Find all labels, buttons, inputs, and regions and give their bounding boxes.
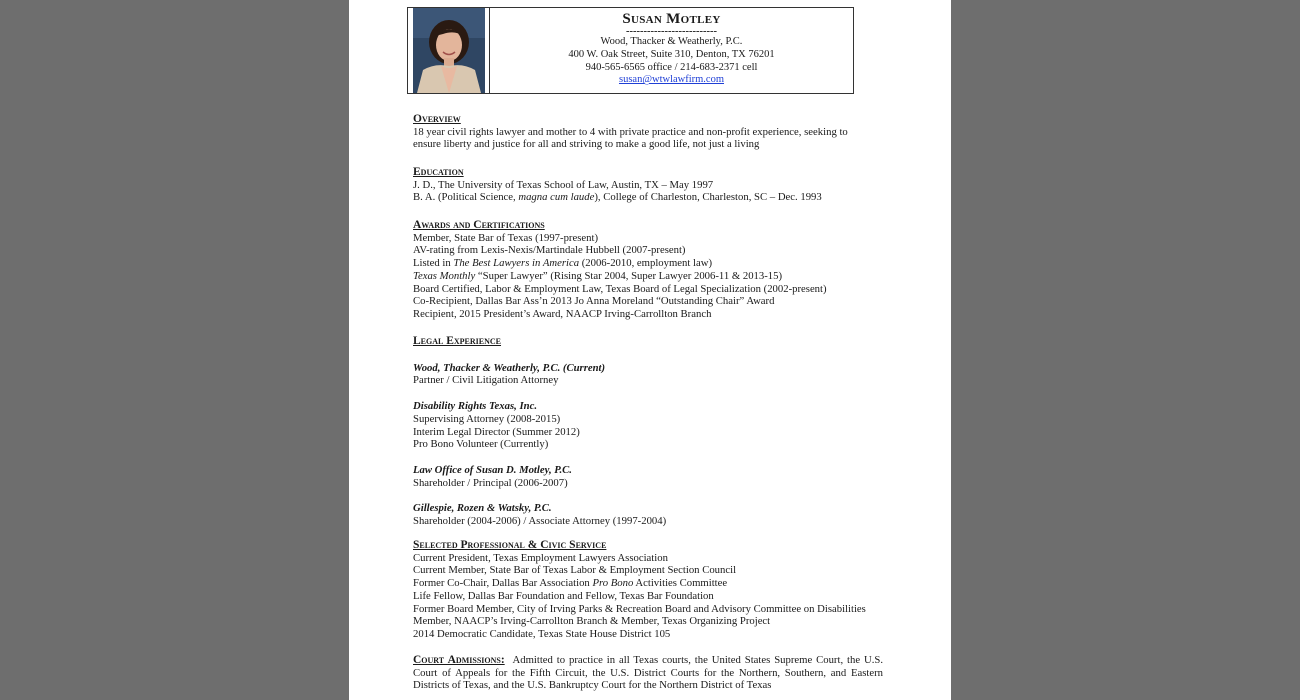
legal-heading: Legal Experience xyxy=(413,335,502,347)
contact-block xyxy=(490,8,853,93)
email-link[interactable]: susan@wtwlawfirm.com xyxy=(618,74,725,86)
name-divider: -------------------------- xyxy=(626,26,717,37)
education-section xyxy=(413,166,883,204)
overview-section xyxy=(413,113,883,151)
service-heading: Selected Professional & Civic Service xyxy=(413,539,607,551)
employer-name: Gillespie, Rozen & Watsky, P.C. xyxy=(413,502,552,515)
service-item: Member, NAACP’s Irving-Carrollton Branch & Member, Texas Organizing Project xyxy=(413,615,771,628)
award-item: Co-Recipient, Dallas Bar Ass’n 2013 Jo Anna Moreland “Outstanding Chair” Award xyxy=(413,295,775,308)
firm-name: Wood, Thacker & Weatherly, P.C. xyxy=(600,36,743,47)
job-role: Supervising Attorney (2008-2015) xyxy=(413,412,561,425)
award-item: Texas Monthly “Super Lawyer” (Rising Star 2004, Super Lawyer 2006-11 & 2013-15) xyxy=(413,269,783,282)
admissions-text: Admitted to practice in all Texas courts, the United States Supreme Court, the U.S. Court of Appeals for the Fifth Circuit, the U.S. District Courts for the Northern, Southern, and Eastern Districts of Texas, and the U.S. Bankruptcy Court for the Northern District of Texas xyxy=(413,654,884,692)
document-page xyxy=(349,0,951,700)
overview-heading: Overview xyxy=(413,113,461,125)
award-item: AV-rating from Lexis-Nexis/Martindale Hubbell (2007-present) xyxy=(413,244,686,257)
award-item: Listed in The Best Lawyers in America (2006-2010, employment law) xyxy=(413,257,713,270)
award-item: Member, State Bar of Texas (1997-present) xyxy=(413,231,599,244)
service-item: Life Fellow, Dallas Bar Foundation and Fellow, Texas Bar Foundation xyxy=(413,589,714,602)
awards-section xyxy=(413,219,883,321)
overview-line: 18 year civil rights lawyer and mother to 4 with private practice and non-profit experience, seeking to xyxy=(413,125,848,138)
job-role: Shareholder (2004-2006) / Associate Attorney (1997-2004) xyxy=(413,515,667,528)
education-heading: Education xyxy=(413,166,464,178)
phone-numbers: 940-565-6565 office / 214-683-2371 cell xyxy=(585,61,758,73)
person-name: Susan Motley xyxy=(622,11,721,27)
service-item: Former Co-Chair, Dallas Bar Association Pro Bono Activities Committee xyxy=(413,577,728,590)
address: 400 W. Oak Street, Suite 310, Denton, TX 76201 xyxy=(568,48,775,60)
service-item: Former Board Member, City of Irving Parks & Recreation Board and Advisory Committee on Disabilities xyxy=(413,602,866,615)
admissions-heading: Court Admissions: xyxy=(413,654,505,666)
portrait-photo xyxy=(413,8,485,93)
job-role: Interim Legal Director (Summer 2012) xyxy=(413,425,580,438)
header-box xyxy=(407,7,854,94)
award-item: Recipient, 2015 President’s Award, NAACP Irving-Carrollton Branch xyxy=(413,307,712,320)
education-line: B. A. (Political Science, magna cum laude), College of Charleston, Charleston, SC – Dec. 1993 xyxy=(413,191,822,204)
award-item: Board Certified, Labor & Employment Law, Texas Board of Legal Specialization (2002-present) xyxy=(413,282,827,295)
service-item: 2014 Democratic Candidate, Texas State House District 105 xyxy=(413,627,671,640)
education-line: J. D., The University of Texas School of Law, Austin, TX – May 1997 xyxy=(413,178,714,191)
job-role: Shareholder / Principal (2006-2007) xyxy=(413,476,568,489)
court-admissions-section xyxy=(413,654,883,692)
overview-line: ensure liberty and justice for all and striving to make a good life, not just a living xyxy=(413,138,760,151)
employer-name: Law Office of Susan D. Motley, P.C. xyxy=(413,463,572,476)
service-section xyxy=(413,539,883,641)
employer-name: Wood, Thacker & Weatherly, P.C. (Current) xyxy=(413,361,606,374)
photo-cell xyxy=(408,8,490,93)
employer-name: Disability Rights Texas, Inc. xyxy=(413,400,538,413)
job-role: Partner / Civil Litigation Attorney xyxy=(413,374,559,387)
legal-experience-section xyxy=(413,335,883,528)
service-item: Current President, Texas Employment Lawyers Association xyxy=(413,551,668,564)
service-item: Current Member, State Bar of Texas Labor & Employment Section Council xyxy=(413,564,737,577)
awards-heading: Awards and Certifications xyxy=(413,219,545,231)
job-role: Pro Bono Volunteer (Currently) xyxy=(413,438,549,451)
